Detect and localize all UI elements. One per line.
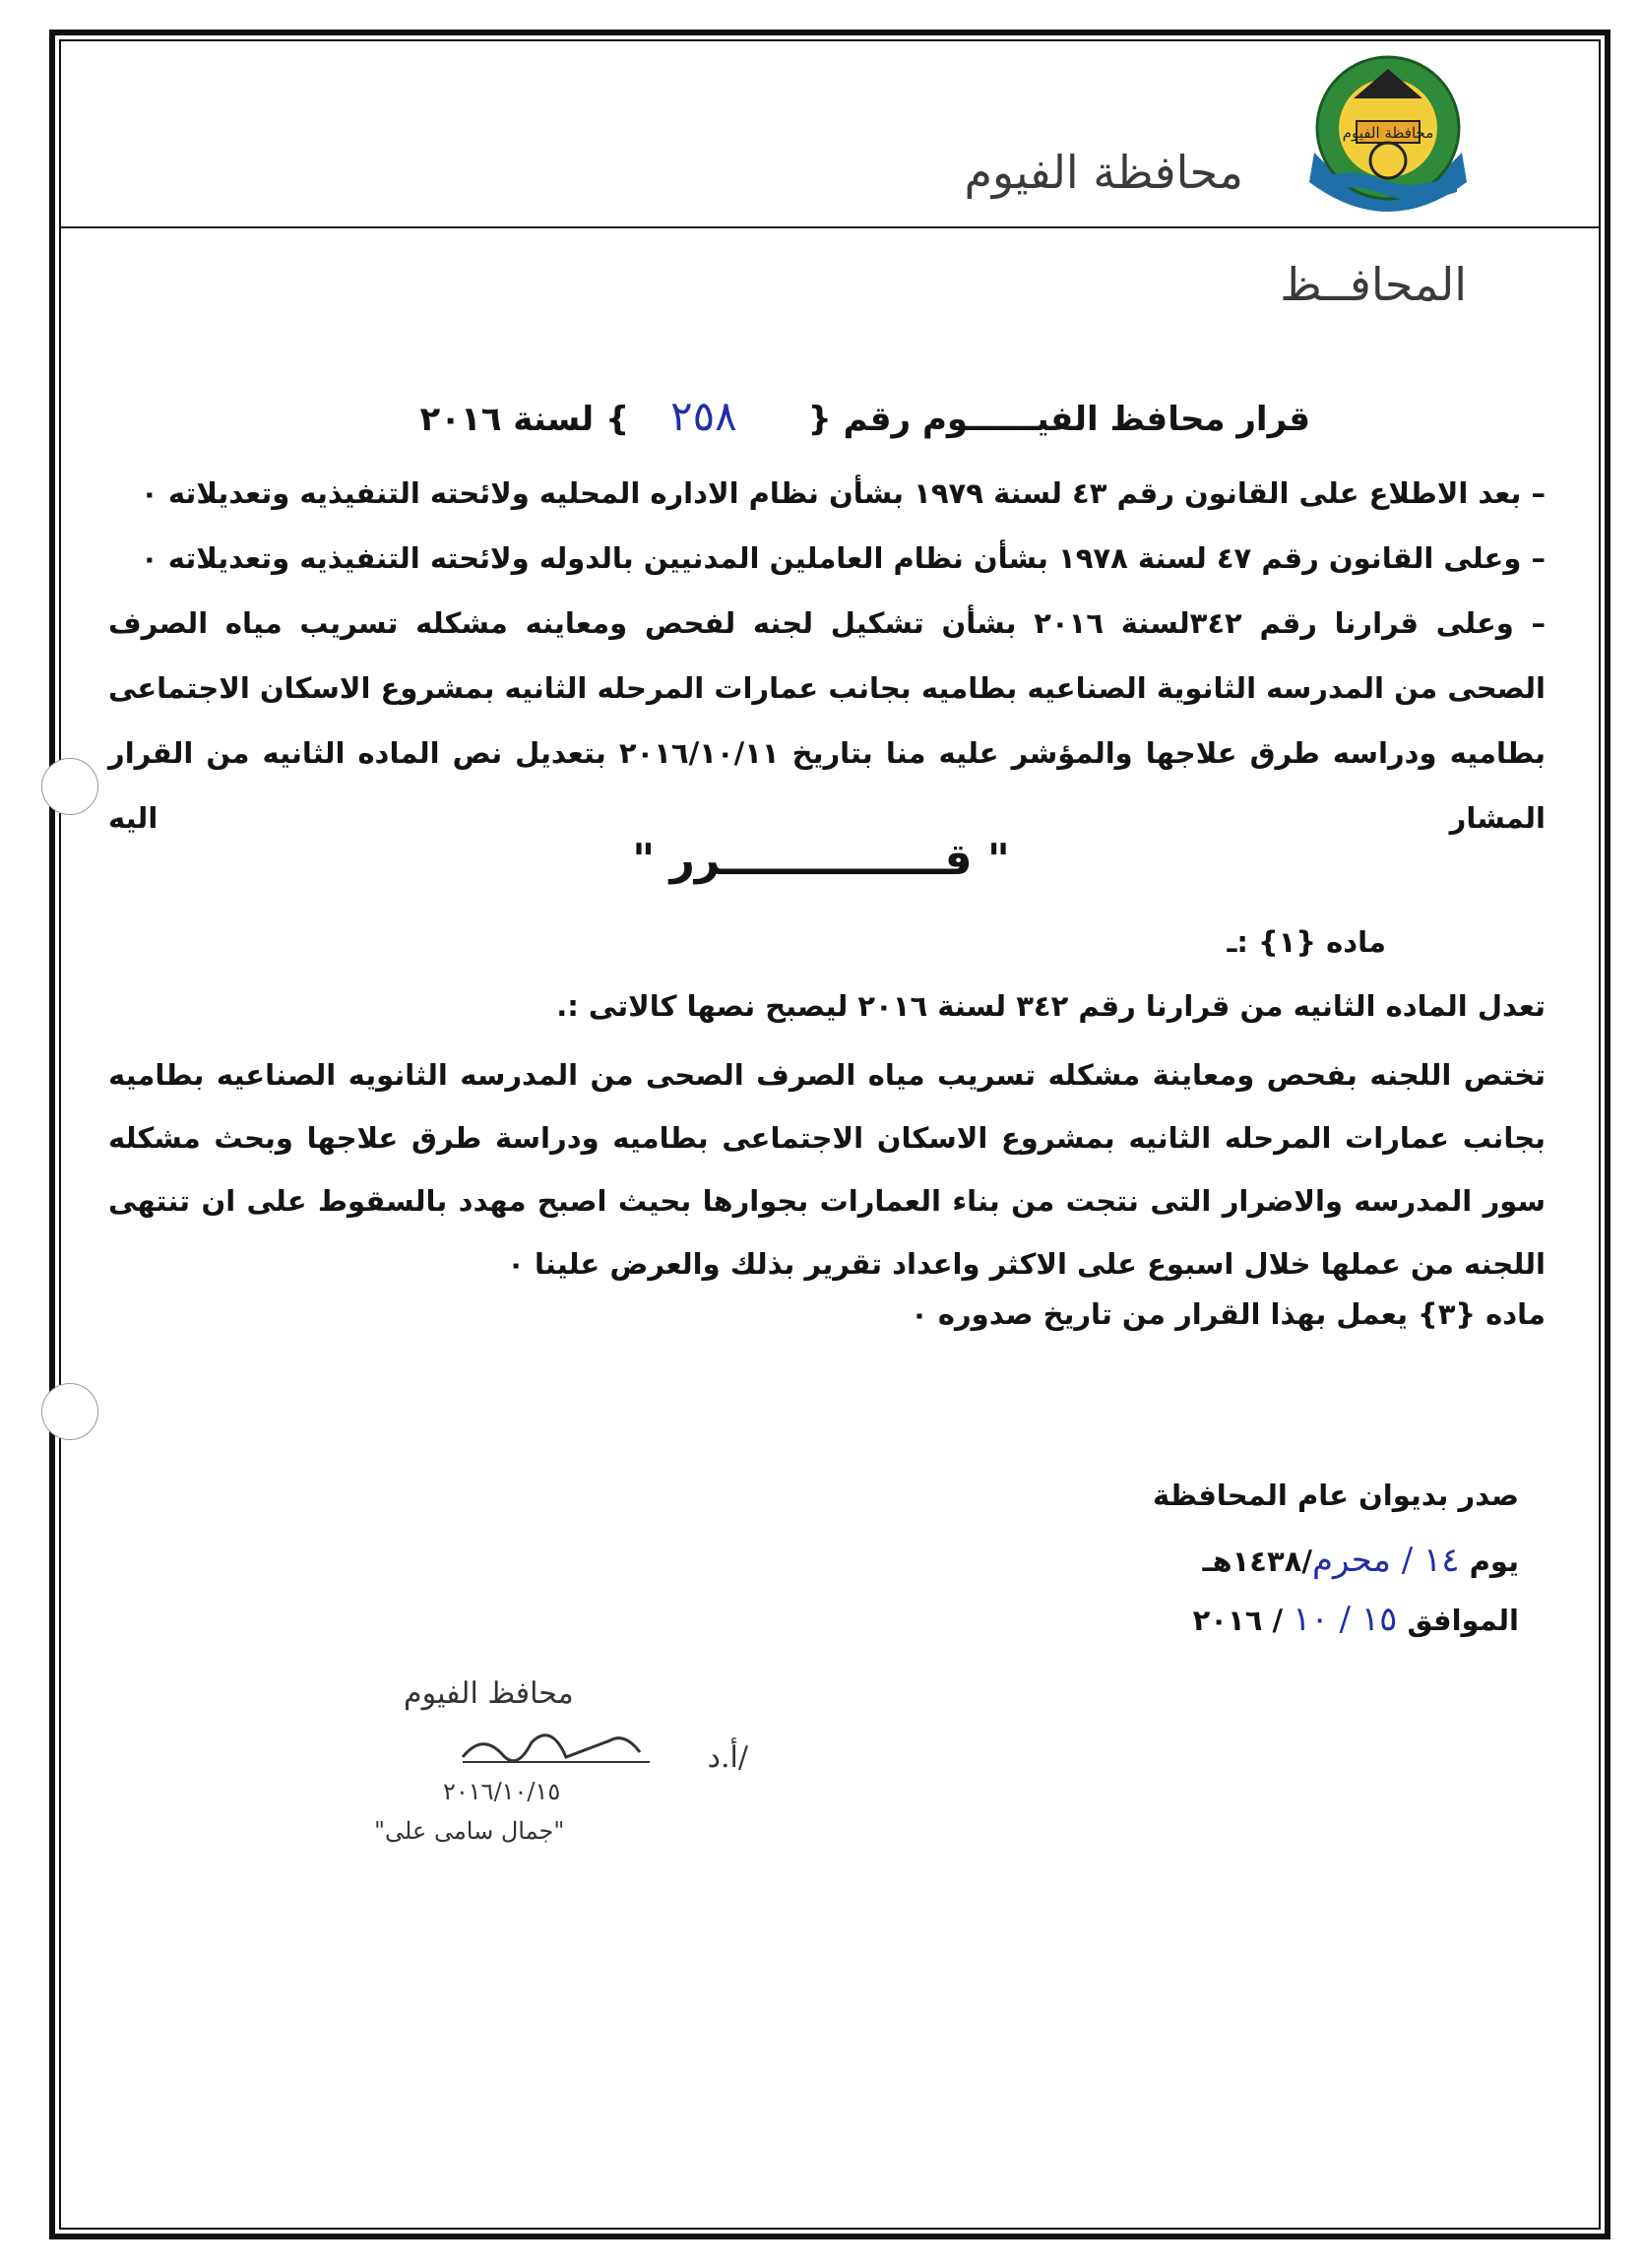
decree-number: ٢٥٨	[670, 392, 737, 440]
signature-date: ٢٠١٦/١٠/١٥	[443, 1778, 561, 1805]
decree-title	[419, 392, 1310, 440]
issue-date	[1193, 1600, 1519, 1639]
preamble-line-3: – وعلى قرارنا رقم ٣٤٢لسنة ٢٠١٦ بشأن تشكيل لجنه لفحص ومعاينه مشكله تسريب مياه الصرف الصحى من المدرسه الثانوية الصناعيه بطاميه بجانب عمارات المرحله الثانيه بمشروع الاسكان الاجتماعى بطاميه ودراسه طرق علاجها والمؤشر عليه منا بتاريخ ٢٠١٦/١٠/١١ بتعديل نص الماده الثانيه من القرار المشار اليه	[108, 606, 1547, 835]
decree-title-suffix: } لسنة ٢٠١٦	[419, 400, 630, 439]
preamble-line-1: – بعد الاطلاع على القانون رقم ٤٣ لسنة ١٩٧٩ بشأن نظام الاداره المحليه ولائحته التنفيذيه وتعديلاته ٠	[141, 476, 1546, 510]
punch-hole-bottom	[41, 1383, 98, 1440]
office-title: المحافــظ	[1280, 258, 1467, 311]
day-label: يوم	[1469, 1544, 1519, 1578]
punch-hole-top	[41, 758, 98, 815]
issue-day	[1203, 1541, 1519, 1580]
article-1-intro: تعدل الماده الثانيه من قرارنا رقم ٣٤٢ لسنة ٢٠١٦ ليصبح نصها كالاتى :.	[556, 989, 1546, 1023]
signature-name: "جمال سامى على"	[374, 1817, 565, 1845]
logo-text: محافظة الفيوم	[1342, 124, 1434, 142]
signature-title: محافظ الفيوم	[404, 1676, 574, 1711]
article-1-heading: ماده {١} :ـ	[1227, 925, 1386, 959]
decision-heading: " قـــــــــــــــرر "	[632, 835, 1010, 885]
article-3: ماده {٣} يعمل بهذا القرار من تاريخ صدوره ٠	[911, 1297, 1546, 1331]
handwritten-signature	[354, 1664, 788, 1851]
decree-title-prefix: قرار محافظ الفيــــــوم رقم {	[807, 400, 1310, 439]
day-handwritten: ١٤ / محرم	[1311, 1541, 1460, 1580]
date-handwritten: ١٥ / ١٠	[1293, 1600, 1398, 1639]
preamble-line-2: – وعلى القانون رقم ٤٧ لسنة ١٩٧٨ بشأن نظام العاملين المدنيين بالدوله ولائحته التنفيذيه وتعديلاته ٠	[140, 541, 1546, 575]
issued-at: صدر بديوان عام المحافظة	[1152, 1479, 1519, 1512]
signature-rank: أ.د/	[707, 1740, 748, 1775]
article-1-body: تختص اللجنه بفحص ومعاينة مشكله تسريب مياه الصرف الصحى من المدرسه الثانويه الصناعيه بطاميه بجانب عمارات المرحله الثانيه بمشروع الاسكان الاجتماعى بطاميه ودراسة طرق علاجها وبحث مشكله سور المدرسه والاضرار التى نتجت من بناء العمارات بجوارها بحيث اصبح مهدد بالسقوط على ان تنتهى اللجنه من عملها خلال اسبوع على الاكثر واعداد تقرير بذلك والعرض علينا ٠	[108, 1058, 1546, 1281]
date-label: الموافق	[1407, 1604, 1519, 1637]
governorate-name: محافظة الفيوم	[964, 146, 1243, 199]
governorate-logo	[1295, 44, 1482, 231]
hijri-year: /١٤٣٨هـ	[1202, 1544, 1312, 1578]
date-year: / ٢٠١٦	[1192, 1604, 1284, 1637]
